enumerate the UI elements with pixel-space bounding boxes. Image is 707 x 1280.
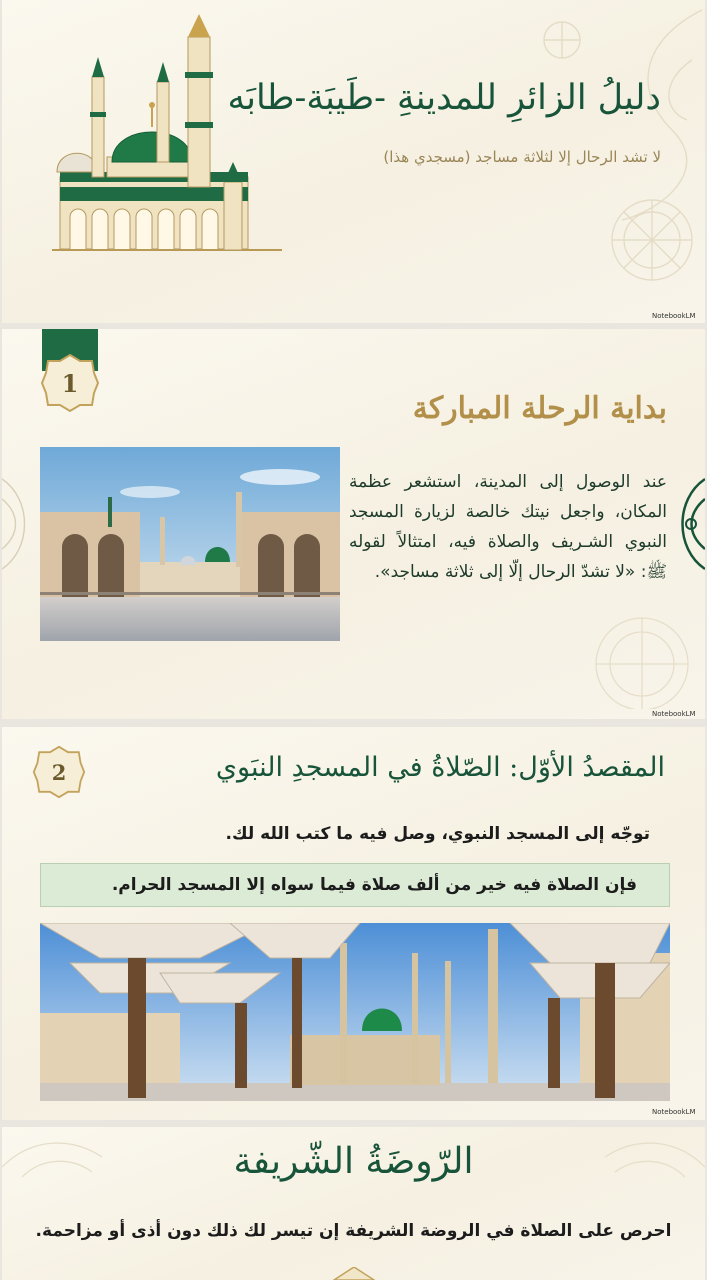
step-number-badge [40, 353, 100, 413]
section-heading: بداية الرحلة المباركة [412, 391, 667, 426]
section-heading: المقصدُ الأوّل: الصّلاةُ في المسجدِ النبَوي [215, 752, 665, 783]
mosque-illustration [52, 12, 282, 254]
section-heading: الرّوضَةُ الشّريفة [233, 1141, 474, 1182]
slide-title [2, 0, 705, 323]
side-ornament-right [671, 469, 705, 579]
badge-top-ornament [324, 1267, 384, 1280]
guide-subtitle: لا تشد الرحال إلا لثلاثة مساجد (مسجدي هذا) [383, 148, 661, 166]
highlight-box [40, 863, 670, 907]
umbrellas-image [40, 923, 670, 1101]
badge-number: 1 [61, 368, 79, 398]
mosque-courtyard-photo [40, 447, 340, 641]
rawdah-instruction: احرص على الصلاة في الروضة الشريفة إن تيسر لك ذلك دون أذى أو مزاحمة. [35, 1221, 672, 1241]
highlight-text: فإن الصلاة فيه خير من ألف صلاة فيما سواه إلا المسجد الحرام. [111, 875, 637, 895]
journey-description: عند الوصول إلى المدينة، استشعر عظمة المكان، واجعل نيتك خالصة لزيارة المسجد النبوي الشـريف والصلاة فيه، امتثالاً لقوله ﷺ: «لا تشدّ الرحال إلّا إلى ثلاثة مساجد». [349, 472, 667, 582]
notebooklm-watermark: NotebookLM [652, 1108, 696, 1116]
slide-rawdah [2, 1127, 705, 1280]
side-ornament-left [2, 469, 36, 579]
notebooklm-watermark: NotebookLM [652, 312, 696, 320]
slide-blessed-journey [2, 329, 705, 719]
courtyard-image [40, 447, 340, 641]
mosque-umbrellas-photo [40, 923, 670, 1101]
floral-ornament [522, 584, 702, 709]
badge-number: 2 [51, 759, 67, 785]
prayer-instruction: توجّه إلى المسجد النبوي، وصل فيه ما كتب الله لك. [225, 824, 650, 844]
notebooklm-watermark: NotebookLM [652, 710, 696, 718]
step-number-badge [32, 745, 86, 799]
slide-first-purpose [2, 727, 705, 1120]
guide-title: دليلُ الزائرِ للمدينةِ -طَيبَة-طابَه [227, 78, 661, 118]
